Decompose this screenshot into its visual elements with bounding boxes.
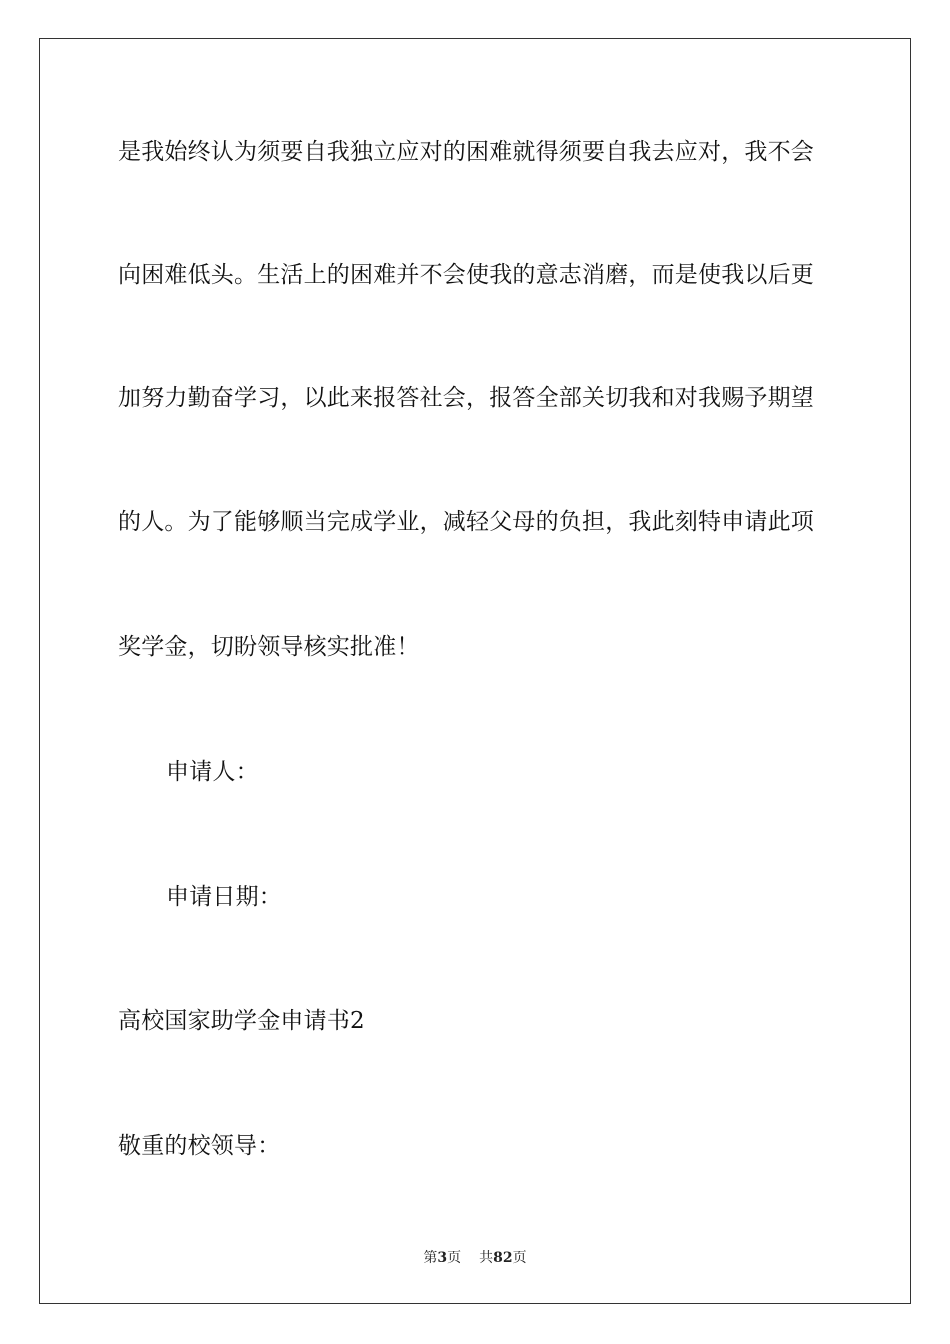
footer-total-suffix: 页 — [512, 1250, 527, 1266]
page-footer — [0, 1248, 950, 1268]
footer-page-prefix: 第 — [423, 1250, 438, 1266]
footer-total-prefix: 共 — [479, 1250, 494, 1266]
salutation: 敬重的校领导： — [118, 1133, 281, 1159]
body-text-line-5: 奖学金，切盼领导核实批准！ — [118, 634, 420, 660]
footer-page-number: 3 — [437, 1250, 448, 1266]
footer-page-suffix: 页 — [447, 1250, 462, 1266]
page-border — [39, 38, 911, 1304]
application-date-label: 申请日期： — [166, 884, 282, 910]
body-text-line-1: 是我始终认为须要自我独立应对的困难就得须要自我去应对，我不会 — [118, 139, 814, 165]
body-text-line-3: 加努力勤奋学习，以此来报答社会，报答全部关切我和对我赐予期望 — [118, 385, 814, 411]
section-title: 高校国家助学金申请书2 — [118, 1008, 365, 1034]
applicant-label: 申请人： — [166, 759, 259, 785]
footer-total-pages: 82 — [493, 1250, 513, 1266]
body-text-line-2: 向困难低头。生活上的困难并不会使我的意志消磨，而是使我以后更 — [118, 262, 814, 288]
body-text-line-4: 的人。为了能够顺当完成学业，减轻父母的负担，我此刻特申请此项 — [118, 509, 814, 535]
